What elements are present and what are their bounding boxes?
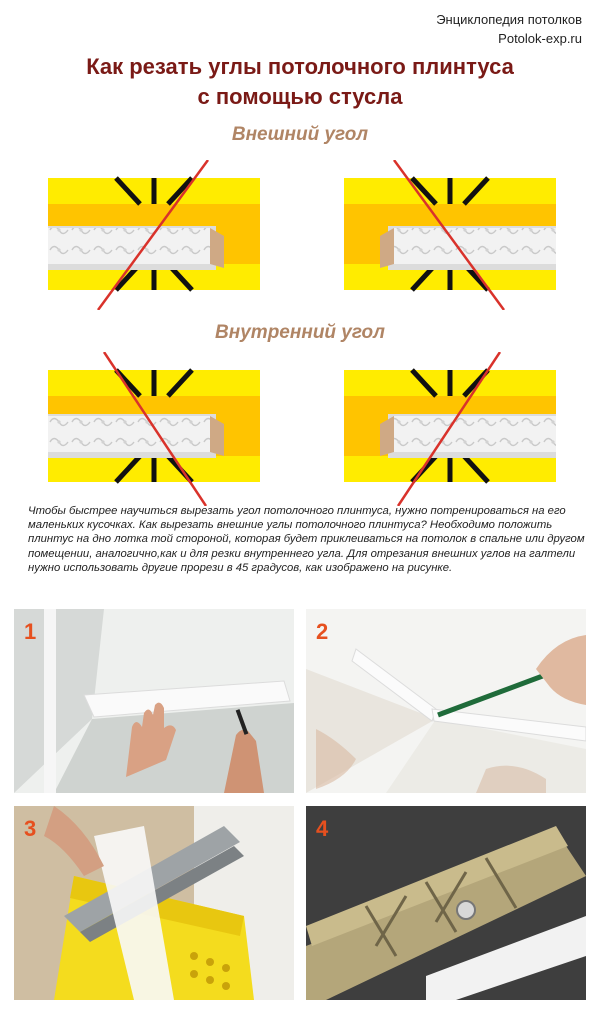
photo-2-marking-corner (306, 609, 586, 793)
miter-box-diagram-inner-right (344, 352, 556, 506)
ceiling-molding (48, 414, 224, 458)
photo-4-molding-in-miter-box (306, 806, 586, 1000)
site-name: Энциклопедия потолков (436, 12, 582, 27)
miter-box-diagram-outer-left (48, 160, 260, 310)
photo-number: 3 (24, 816, 37, 841)
photo-3-sawing-in-miter-box (14, 806, 294, 1000)
page-title (0, 52, 600, 112)
title-line-2: с помощью стусла (197, 84, 403, 109)
ceiling-molding (48, 226, 224, 270)
site-header (436, 10, 582, 48)
photo-number: 1 (24, 619, 37, 644)
photo-1-measuring-corner (14, 609, 294, 793)
title-line-1: Как резать углы потолочного плинтуса (86, 54, 514, 79)
ceiling-molding (380, 414, 556, 458)
photo-number: 2 (316, 619, 329, 644)
miter-box-diagram-outer-right (344, 160, 556, 310)
photo-number: 4 (316, 816, 329, 841)
inner-corner-heading: Внутренний угол (215, 322, 385, 343)
instruction-text: Чтобы быстрее научиться вырезать угол потолочного плинтуса, нужно потренироваться на его маленьких кусочках. Как вырезать внешние углы потолочного плинтуса? Необходимо положить плинтус на дно лотка той стороной, которая будет приклеиваться на потолок в спальне или другом помещении, аналогично,как и для резки внутреннего угла. Для отрезания внешних углов на галтели нужно использовать другие прорези в 45 градусов, как изображено на рисунке. (28, 505, 585, 574)
site-url[interactable]: Potolok-exp.ru (498, 31, 582, 46)
outer-corner-heading: Внешний угол (231, 124, 369, 145)
miter-box-diagram-inner-left (48, 352, 260, 506)
ceiling-molding (380, 226, 556, 270)
